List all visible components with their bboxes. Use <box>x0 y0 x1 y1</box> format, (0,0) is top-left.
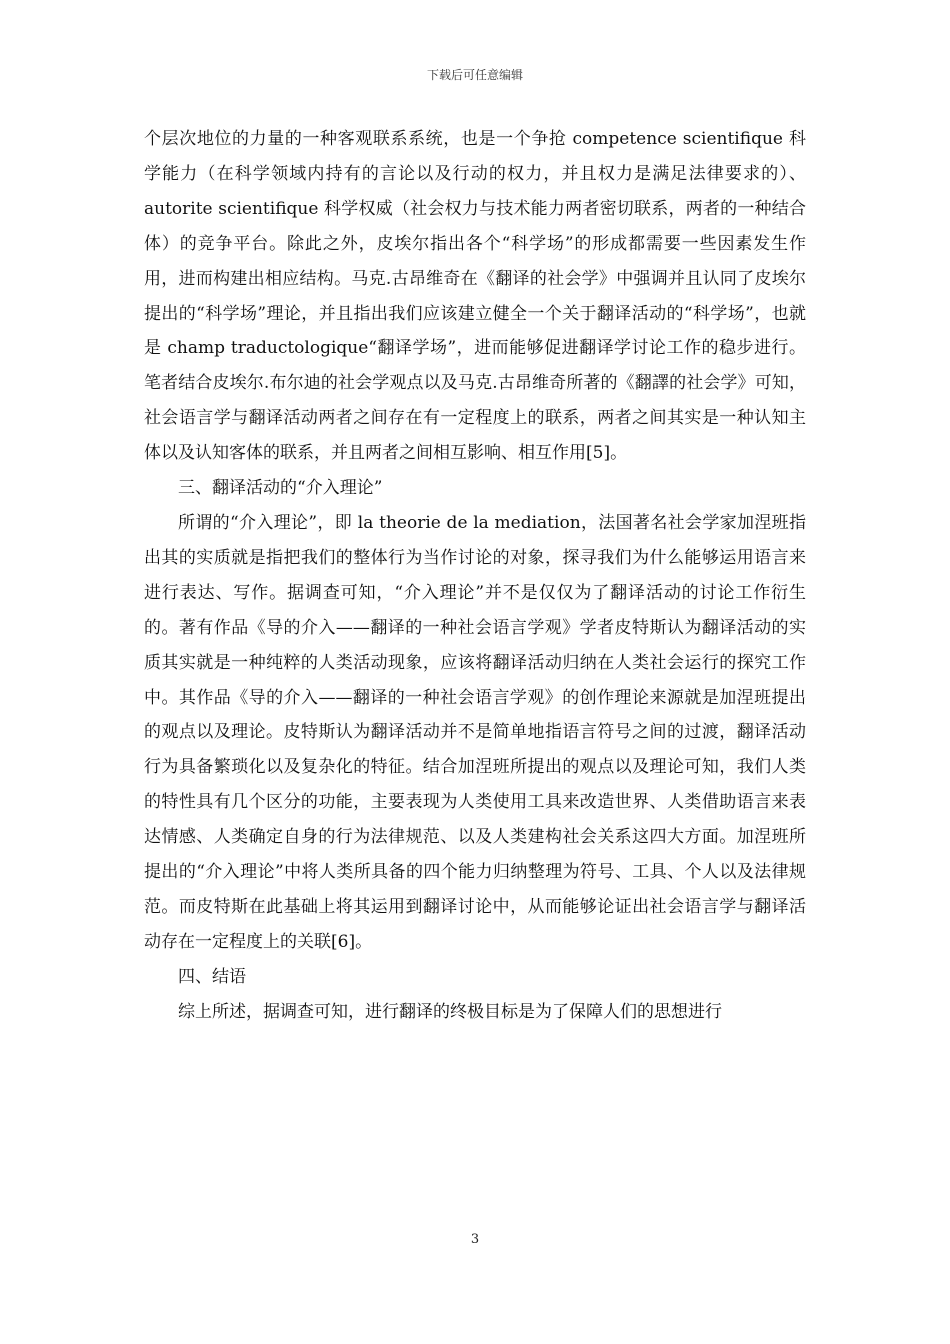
paragraph-conclusion: 综上所述，据调查可知，进行翻译的终极目标是为了保障人们的思想进行 <box>178 1001 722 1022</box>
paragraph-science-field: 个层次地位的力量的一种客观联系系统，也是一个争抢 competence scientifique 科学能力（在科学领域内持有的言论以及行动的权力，并且权力是满足法律要求的）、autorite scientifique 科学权威（社会权力与技术能力两者密切联系，两者的一种结合体）的竞争平台。除此之外，皮埃尔指出各个“科学场”的形成都需要一些因素发生作用，进而构建出相应结构。马克.古昂维奇在《翻译的社会学》中强调并且认同了皮埃尔提出的“科学场”理论，并且指出我们应该建立健全一个关于翻译活动的“科学场”，也就是 champ traductologique“翻译学场”，进而能够促进翻译学讨论工作的稳步进行。笔者结合皮埃尔.布尔迪的社会学观点以及马克.古昂维奇所著的《翻譯的社会学》可知，社会语言学与翻译活动两者之间存在有一定程度上的联系，两者之间其实是一种认知主体以及认知客体的联系，并且两者之间相互影响、相互作用[5]。 <box>144 129 806 464</box>
section-heading-conclusion: 四、结语 <box>178 966 246 987</box>
document-body <box>144 122 806 1030</box>
section-heading-mediation-theory: 三、翻译活动的“介入理论” <box>178 478 383 499</box>
page-number: 3 <box>470 1232 480 1247</box>
page-header: 下载后可任意编辑 <box>426 68 523 82</box>
paragraph-mediation-theory: 所谓的“介入理论”，即 la theorie de la mediation，法国著名社会学家加涅班指出其的实质就是指把我们的整体行为当作讨论的对象，探寻我们为什么能够运用语言来进行表达、写作。据调查可知，“介入理论”并不是仅仅为了翻译活动的讨论工作衍生的。著有作品《导的介入——翻译的一种社会语言学观》学者皮特斯认为翻译活动的实质其实就是一种纯粹的人类活动现象，应该将翻译活动归纳在人类社会运行的探究工作中。其作品《导的介入——翻译的一种社会语言学观》的创作理论来源就是加涅班提出的观点以及理论。皮特斯认为翻译活动并不是简单地指语言符号之间的过渡，翻译活动行为具备繁琐化以及复杂化的特征。结合加涅班所提出的观点以及理论可知，我们人类的特性具有几个区分的功能，主要表现为人类使用工具来改造世界、人类借助语言来表达情感、人类确定自身的行为法律规范、以及人类建构社会关系这四大方面。加涅班所提出的“介入理论”中将人类所具备的四个能力归纳整理为符号、工具、个人以及法律规范。而皮特斯在此基础上将其运用到翻译讨论中，从而能够论证出社会语言学与翻译活动存在一定程度上的关联[6]。 <box>144 512 806 952</box>
